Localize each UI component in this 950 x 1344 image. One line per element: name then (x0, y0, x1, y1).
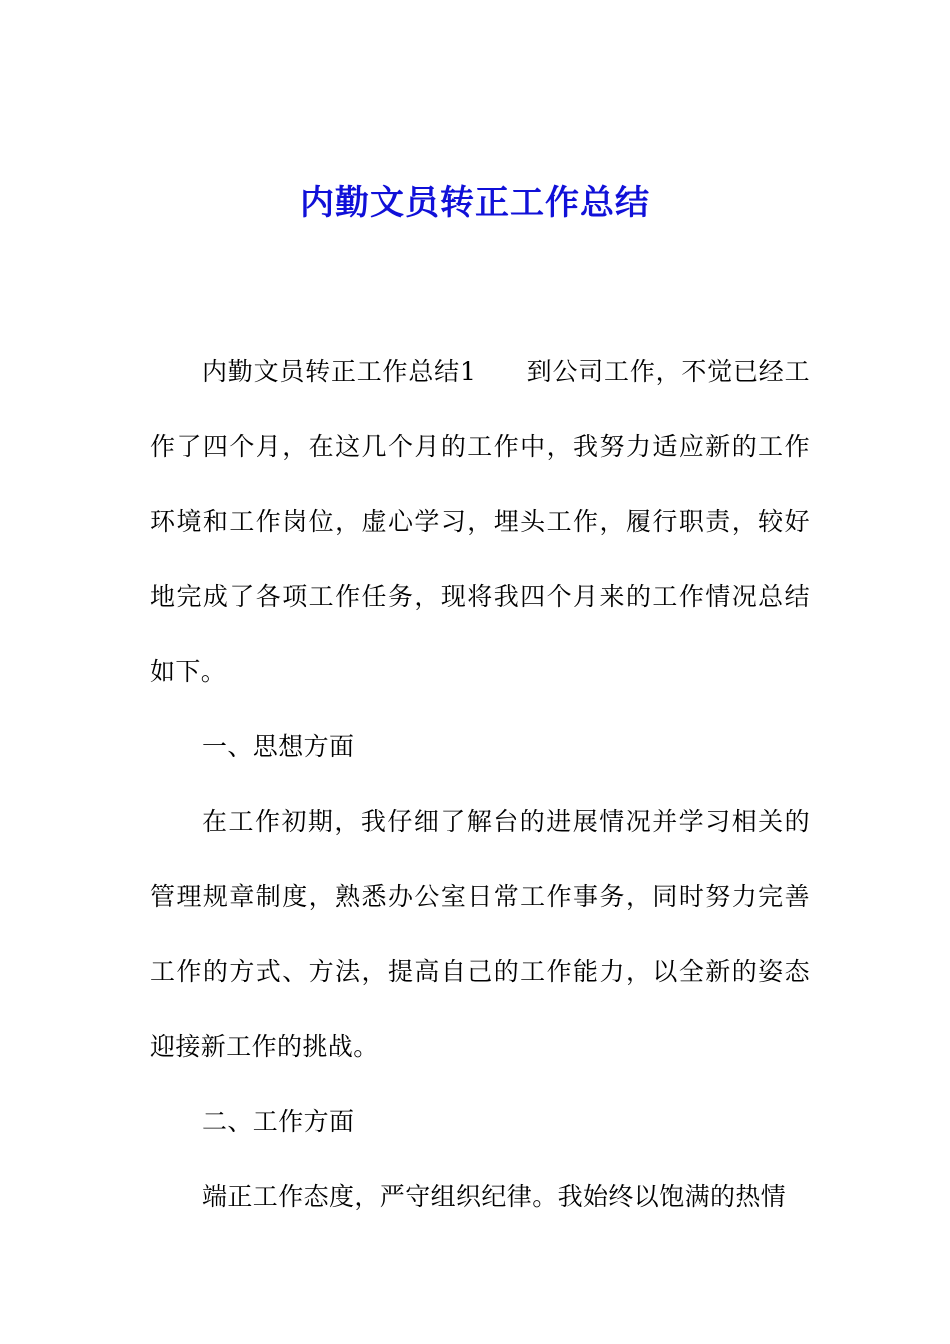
paragraph-intro (150, 334, 810, 709)
paragraph-thought: 在工作初期，我仔细了解台的进展情况并学习相关的管理规章制度，熟悉办公室日常工作事务，同时努力完善工作的方式、方法，提高自己的工作能力，以全新的姿态迎接新工作的挑战。 (150, 807, 810, 1061)
document-body (150, 334, 810, 1234)
document-title: 内勤文员转正工作总结 (300, 183, 650, 223)
section-heading-work: 二、工作方面 (202, 1107, 355, 1136)
section-heading-thought: 一、思想方面 (202, 732, 355, 761)
paragraph-text: 到公司工作，不觉已经工作了四个月，在这几个月的工作中，我努力适应新的工作环境和工作岗位，虚心学习，埋头工作，履行职责，较好地完成了各项工作任务，现将我四个月来的工作情况总结如下。 (150, 357, 810, 686)
paragraph-work: 端正工作态度，严守组织纪律。我始终以饱满的热情 (202, 1182, 787, 1211)
paragraph-lead: 内勤文员转正工作总结1 (202, 357, 477, 386)
